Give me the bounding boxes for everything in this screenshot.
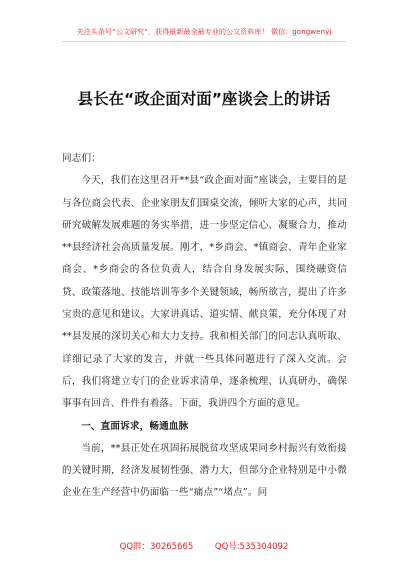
document-title: 县长在“政企面对面”座谈会上的讲话 xyxy=(77,90,331,108)
salutation: 同志们： xyxy=(62,153,101,164)
paragraph-2: 当前，**县正处在巩固拓展脱贫攻坚成果同乡村振兴有效衔接的关键时期，经济发展韧性强、潜力大，但部分企业特别是中小微企业在生产经营中仍面临一些“痛点”“堵点”。问 xyxy=(62,442,347,499)
section-1-heading: 一、直面诉求，畅通血脉 xyxy=(81,420,189,432)
header-divider xyxy=(62,41,346,42)
footer-contact-text: QQ群：30265665 QQ号:535304092 xyxy=(119,542,289,552)
document-body xyxy=(62,148,347,505)
paragraph-1: 今天，我们在这里召开**县“政企面对面”座谈会，主要目的是与各位商会代表、企业家朋友们围桌交流，倾听大家的心声，共同研究破解发展难题的务实举措，进一步坚定信心、凝聚合力，推动**县经济社会高质量发展。刚才，*乡商会、*镇商会、青年企业家商会、*乡商会的各位负责人，结合自身发展实际，围绕融资信贷、政策落地、技能培训等多个关键领域，畅所欲言，提出了许多宝贵的意见和建议。大家讲真话、道实情、献良策，充分体现了对**县发展的深切关心和大力支持。我和相关部门的同志认真听取、详细记录了大家的发言，并就一些具体问题进行了深入交流。会后，我们将建立专门的企业诉求清单，逐条梳理、认真研办，确保事事有回音、件件有着落。下面，我讲四个方面的意见。 xyxy=(62,175,347,410)
header-promo-text: 关注头条号“公文研究”，获得最新最全最专业的公文资料库！ 微信：gongwenyj xyxy=(76,28,332,36)
